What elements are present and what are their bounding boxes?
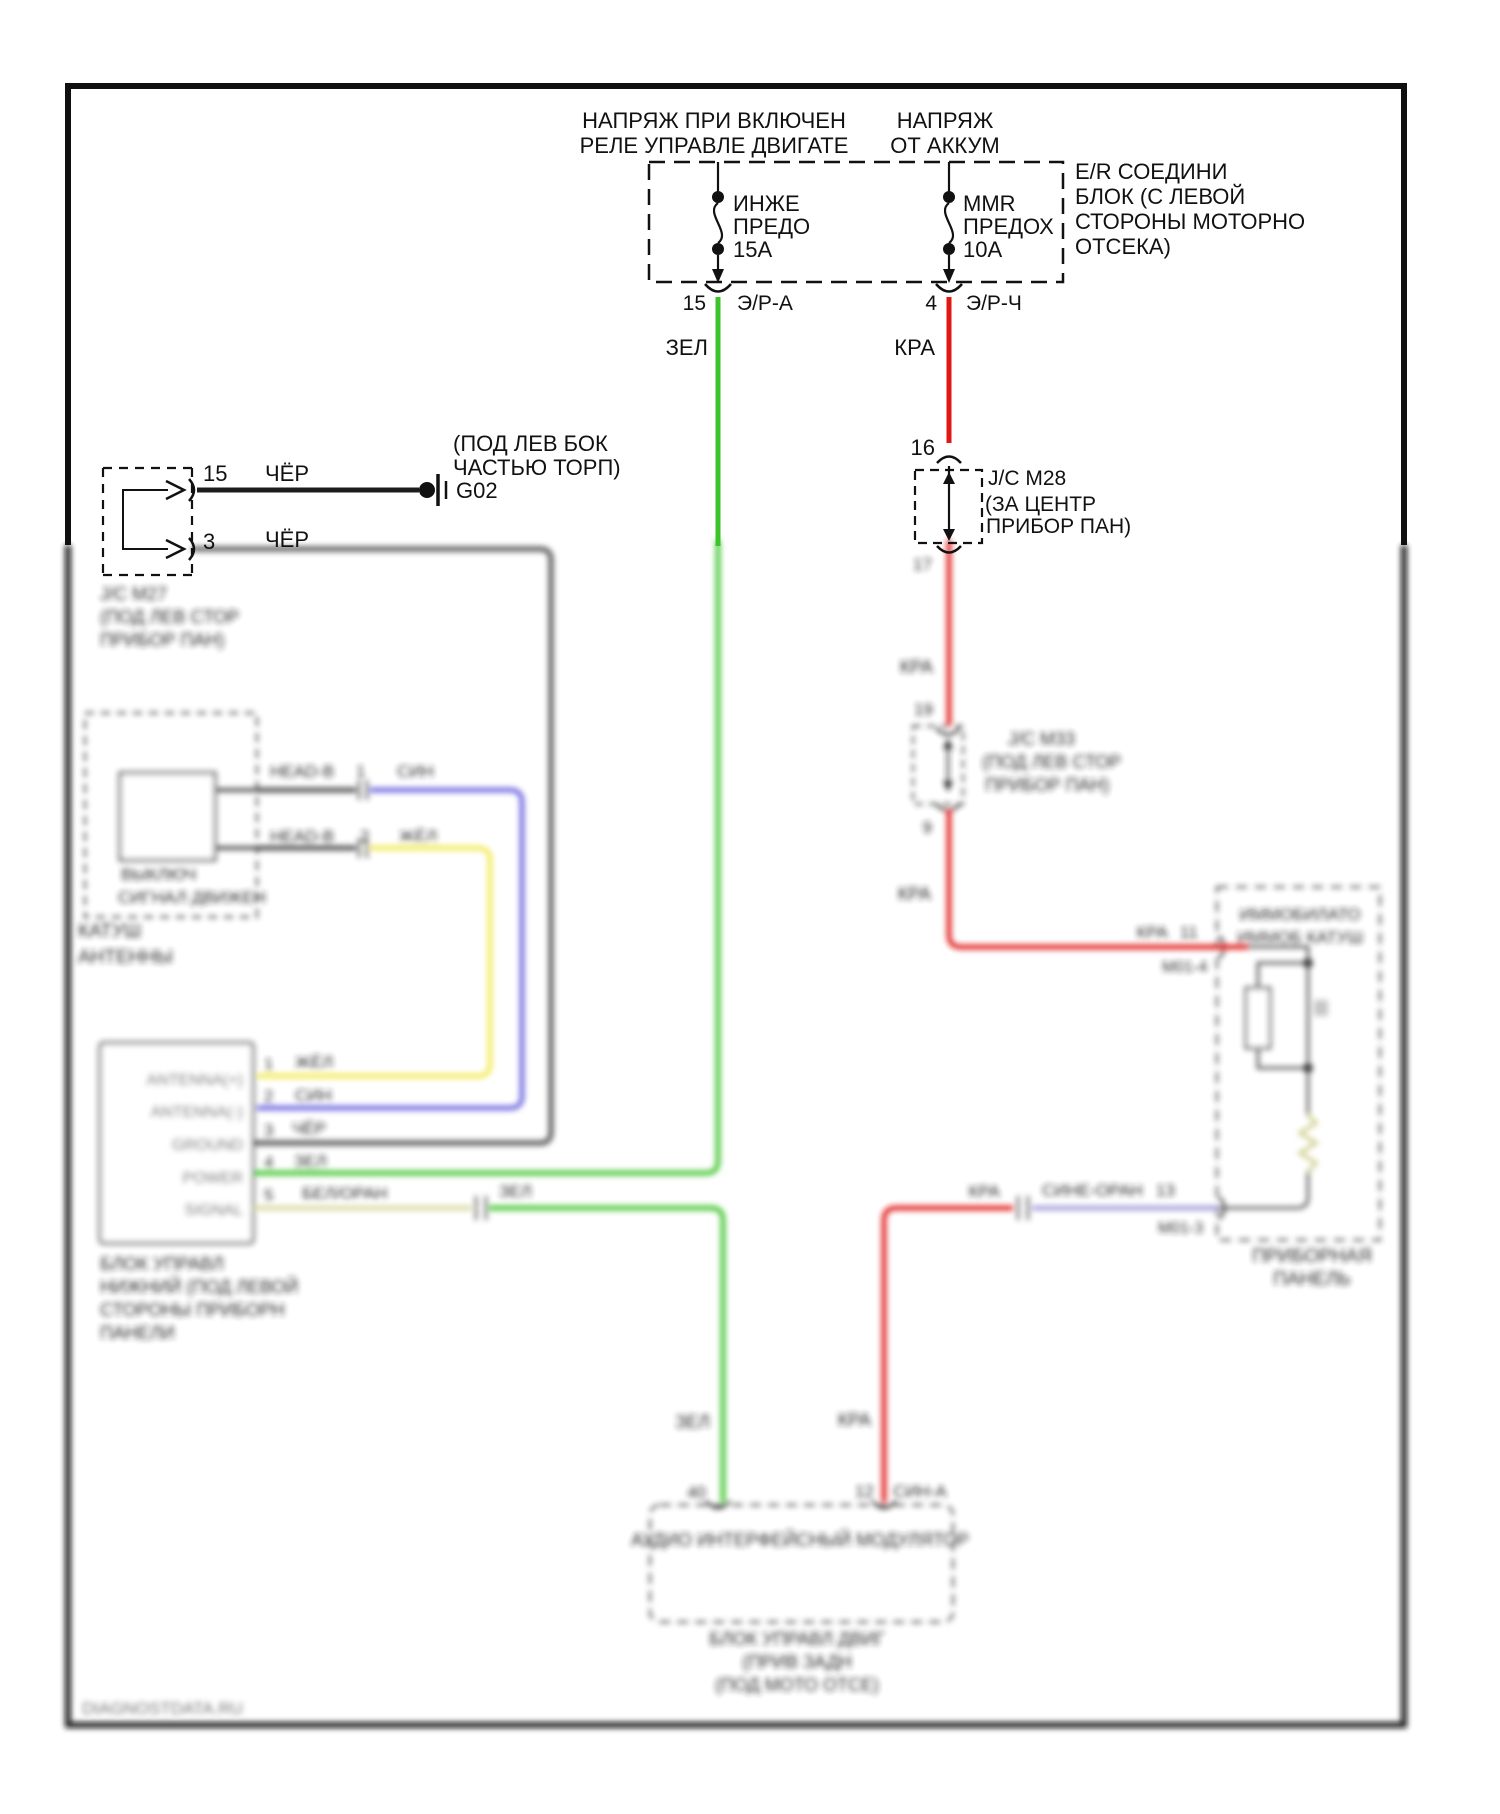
immo-out-red-label: КРА: [968, 1182, 1000, 1201]
pin15-arrow: [166, 479, 194, 501]
jc-m28-arrow-up: [943, 472, 955, 484]
jc-m33-connector-arc-top: [936, 728, 960, 735]
antenna-inner-label-2: СИГНАЛ ДВИЖЕН: [118, 888, 266, 907]
jc-m28-pin-in: 16: [910, 435, 935, 460]
amp-pinnum-5: 5: [264, 1186, 274, 1205]
pin1-name: Э/Р-А: [737, 292, 793, 315]
watermark-text: DIAGNOSTDATA.RU: [82, 1699, 243, 1718]
amp-pin-power: POWER: [182, 1170, 243, 1187]
jc-m28-pin-out: 17: [913, 555, 932, 574]
ground-name: G02: [456, 478, 498, 503]
jc-m27-label-2: (ПОД ЛЕВ СТОР: [100, 607, 240, 627]
immo-small-mark: [1314, 1000, 1328, 1016]
ground-pin-a-wire: ЧЁР: [265, 461, 310, 486]
amp-pinnum-1: 1: [264, 1055, 274, 1074]
fuse1-label-3: 15А: [733, 237, 773, 262]
jc-m33-dashed-box: [913, 726, 963, 804]
page-border-right-upper: [1401, 83, 1407, 545]
yellow-wire: [257, 848, 490, 1076]
amp-pin-antenna-plus: ANTENNA(+): [146, 1072, 243, 1089]
fusebox-caption-1: E/R СОЕДИНИ: [1075, 159, 1228, 184]
jc-m27-dashed-box: [103, 468, 192, 575]
jc-m33-pin-in: 19: [914, 700, 933, 719]
page-border-left-upper: [65, 83, 71, 545]
amp-pin-ground: GROUND: [171, 1137, 243, 1154]
page-border-bottom: [65, 1722, 1407, 1728]
jc-m27-internal-jumper: [123, 490, 168, 549]
inline-connector-4: [1018, 1196, 1028, 1220]
amp-wire-1: ЖЁЛ: [295, 1053, 334, 1072]
immo-title-1: ИММОБИЛАТО: [1239, 905, 1361, 924]
inline-connector-3: [476, 1196, 486, 1220]
antenna-caption-2: АНТЕННЫ: [78, 947, 173, 968]
immo-in-conn: M01-4: [1162, 959, 1208, 976]
header-right-line2: ОТ АККУМ: [890, 133, 1000, 158]
jc-m28-label-2: (ЗА ЦЕНТР: [985, 493, 1097, 516]
pin2-name: Э/Р-Ч: [966, 292, 1022, 315]
jc-m28-arrow-down: [943, 529, 955, 541]
fusebox-caption-2: БЛОК (С ЛЕВОЙ: [1075, 184, 1246, 209]
fuse2-label-3: 10А: [963, 237, 1003, 262]
immo-coil-symbol: [1246, 988, 1270, 1048]
immo-node-dot-2: [1303, 1063, 1313, 1073]
signal-green-wire: [489, 1208, 723, 1502]
headb2-color: ЖЁЛ: [399, 827, 438, 846]
amp-pinnum-3: 3: [264, 1121, 274, 1140]
fusebox-caption-4: ОТСЕКА): [1075, 234, 1171, 259]
amp-wire-4: ЗЕЛ: [294, 1152, 327, 1171]
amp-caption-4: ПАНЕЛИ: [100, 1323, 175, 1343]
fuse-2-symbol: [943, 162, 955, 283]
jc-m33-label-2: (ПОД ЛЕВ СТОР: [982, 752, 1122, 772]
immo-caption-2: ПАНЕЛЬ: [1273, 1269, 1351, 1290]
immo-in-pin: 11: [1180, 923, 1198, 942]
jc-m33-label-1: J/C M33: [1008, 729, 1076, 749]
bottom-caption-2: (ПРИВ ЗАДН: [742, 1652, 852, 1672]
amp-wire-3: ЧЁР: [292, 1119, 327, 1138]
pin-arc-2: [936, 284, 962, 292]
immo-out-pin: 13: [1156, 1181, 1175, 1200]
pin1-num: 15: [682, 292, 706, 315]
fuse-1-symbol: [712, 162, 724, 283]
red-wire-label: КРА: [894, 335, 935, 360]
amp-pinnum-4: 4: [264, 1153, 274, 1172]
red-wire-to-immo: [949, 810, 1217, 947]
jc-m28-label-3: ПРИБОР ПАН): [986, 515, 1132, 538]
headb1-color: СИН: [397, 762, 434, 781]
ground-pin-b-num: 3: [203, 529, 216, 554]
ground-symbol-g02: [419, 474, 446, 506]
headb2-num: 2: [360, 827, 370, 846]
fuse1-label-2: ПРЕДО: [733, 214, 811, 239]
jc-m33-arrow-down: [943, 781, 953, 792]
ground-pin-a-num: 15: [203, 461, 228, 486]
immo-in-wire-label: КРА: [1136, 923, 1168, 942]
bottom-module-dashed-box: [650, 1505, 953, 1622]
amp-wire-5: БЕЛ/ОРАН: [302, 1184, 388, 1203]
inline-connector-1: [359, 780, 367, 800]
page-border-top: [65, 83, 1407, 89]
immo-node-dot-1: [1303, 958, 1313, 968]
fusebox-caption-3: СТОРОНЫ МОТОРНО: [1075, 209, 1306, 234]
bottom-wire1-label: ЗЕЛ: [675, 1412, 710, 1432]
page-border-left-lower: [65, 545, 71, 1728]
antenna-coil-inner-box: [120, 773, 215, 860]
immo-title-2: ИММОБ КАТУШ: [1236, 928, 1364, 947]
ground-note-1: (ПОД ЛЕВ БОК: [453, 431, 608, 456]
immo-internal-wire-2: [1219, 1172, 1308, 1208]
blurred-region: [65, 540, 1407, 1728]
red-wire-to-bottom: [884, 1208, 1013, 1502]
amp-caption-3: СТОРОНЫ ПРИБОРН: [100, 1300, 285, 1320]
antenna-inner-label-1: ВЫКЛЮЧ: [121, 865, 197, 884]
amp-caption-2: НИЖНИЙ (ПОД ЛЕВОЙ: [100, 1277, 299, 1297]
sharp-region: [65, 83, 1407, 575]
headb1-num: 1: [356, 762, 366, 781]
jc-m33-label-3: ПРИБОР ПАН): [985, 775, 1110, 795]
bottom-caption-3: (ПОД МОТО ОТСЕ): [715, 1675, 879, 1695]
bottom-module-label: АУДИО ИНТЕРФЕЙСНЫЙ МОДУЛЯТОР: [630, 1530, 970, 1550]
header-right-line1: НАПРЯЖ: [896, 108, 994, 133]
amp-signal-wire2-label: ЗЕЛ: [499, 1182, 532, 1201]
amp-pin-signal: SIGNAL: [184, 1202, 243, 1219]
red-wire-label-2: КРА: [897, 884, 931, 904]
jc-m28-label-1: J/C M28: [988, 467, 1067, 490]
immo-out-wire-label: СИНЕ-ОРАН: [1042, 1181, 1143, 1200]
pin-arc-1: [705, 284, 731, 292]
bottom-pin2: 12: [855, 1482, 874, 1501]
headb1-name: HEAD-B: [270, 762, 335, 781]
amp-caption-1: БЛОК УПРАВЛ: [100, 1254, 224, 1274]
amp-pin-antenna-minus: ANTENNA(-): [150, 1104, 243, 1121]
pin3-arrow: [166, 538, 194, 560]
header-left-line1: НАПРЯЖ ПРИ ВКЛЮЧЕН: [582, 108, 846, 133]
red-wire-label-1: КРА: [899, 657, 933, 677]
fuse2-label-1: MMR: [963, 191, 1016, 216]
immo-out-conn: M01-3: [1158, 1220, 1204, 1237]
jc-m33-pin-out: 9: [922, 818, 932, 837]
jc-m28-connector-arc-top: [937, 457, 961, 464]
green-wire-label: ЗЕЛ: [665, 335, 708, 360]
bottom-conn-name: СИН-А: [893, 1482, 947, 1501]
ground-pin-b-wire: ЧЁР: [265, 527, 310, 552]
jc-m27-label-1: J/C M27: [100, 584, 168, 604]
pin2-num: 4: [925, 292, 937, 315]
bottom-wire2-label: КРА: [837, 1410, 871, 1430]
fuse1-label-1: ИНЖЕ: [733, 191, 800, 216]
amp-pinnum-2: 2: [264, 1087, 274, 1106]
immo-caption-1: ПРИБОРНАЯ: [1252, 1246, 1372, 1267]
immo-resistor-zigzag: [1300, 1115, 1316, 1172]
fuse2-label-2: ПРЕДОХ: [963, 214, 1054, 239]
jc-m33-arrow-up: [943, 738, 953, 749]
headb2-name: HEAD-B: [270, 827, 335, 846]
bottom-caption-1: БЛОК УПРАВЛ ДВИГ: [709, 1629, 885, 1649]
page-border-right-lower: [1401, 545, 1407, 1728]
header-left-line2: РЕЛЕ УПРАВЛЕ ДВИГАТЕ: [579, 133, 849, 158]
bottom-pin1: 40: [687, 1483, 706, 1502]
antenna-caption-1: КАТУШ: [78, 921, 142, 942]
jc-m27-label-3: ПРИБОР ПАН): [100, 630, 225, 650]
amp-wire-2: СИН: [295, 1086, 332, 1105]
ground-note-2: ЧАСТЬЮ ТОРП): [453, 455, 621, 480]
